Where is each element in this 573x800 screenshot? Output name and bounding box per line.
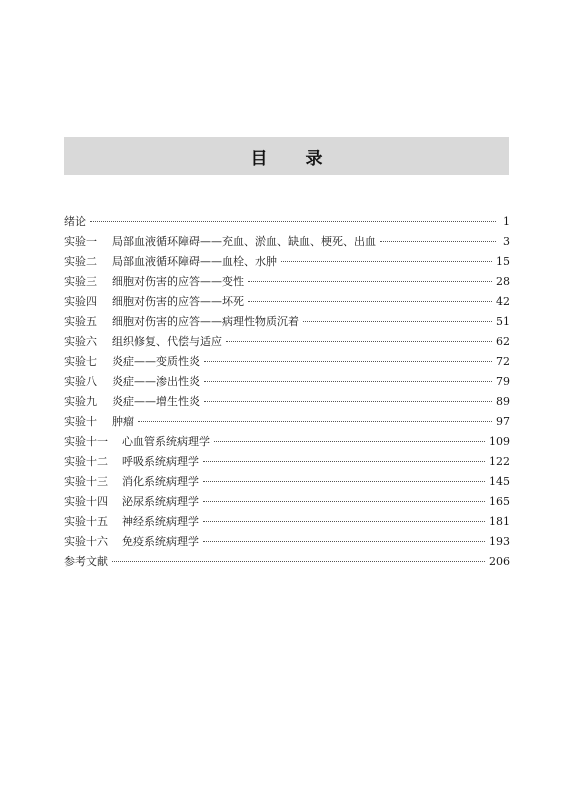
toc-entry-page: 193 [489,535,510,548]
toc-entry-number: 实验十六 [64,535,108,548]
toc-entry-label [64,412,134,432]
toc-entry[interactable] [64,312,510,332]
toc-entry-title: 心血管系统病理学 [122,435,210,448]
toc-entry-page: 97 [496,415,510,428]
toc-entry-title: 呼吸系统病理学 [122,455,199,468]
toc-entry-number: 实验二 [64,255,97,268]
toc-entry[interactable] [64,472,510,492]
toc-entry-label [64,472,199,492]
toc-entry-number: 实验五 [64,315,97,328]
toc-entry-number: 实验十四 [64,495,108,508]
toc-entry-page: 3 [503,235,510,248]
toc-entry-title: 神经系统病理学 [122,515,199,528]
toc-entry-number: 实验六 [64,335,97,348]
toc-entry-title: 细胞对伤害的应答——变性 [112,275,244,288]
toc-entry-number: 实验十三 [64,475,108,488]
toc-entry-number: 实验十五 [64,515,108,528]
dot-leader [90,221,496,222]
dot-leader [204,401,492,402]
toc-entry-page: 89 [496,395,510,408]
toc-entry-label [64,432,210,452]
dot-leader [203,461,485,462]
toc-entry-label [64,352,200,372]
dot-leader [380,241,496,242]
dot-leader [281,261,492,262]
toc-entry-page: 51 [496,315,510,328]
toc-entry-label [64,292,244,312]
dot-leader [112,561,485,562]
toc-entry-number: 实验十 [64,415,97,428]
toc-entry-label [64,252,277,272]
toc-entry-title: 炎症——渗出性炎 [112,375,200,388]
toc-entry-page: 206 [489,555,510,568]
toc-entry-number: 实验四 [64,295,97,308]
toc-entry-label [64,532,199,552]
dot-leader [138,421,492,422]
toc-entry-title: 肿瘤 [112,415,134,428]
toc-entry-title: 消化系统病理学 [122,475,199,488]
toc-entry-title: 炎症——增生性炎 [112,395,200,408]
toc-entry-title: 局部血液循环障碍——充血、淤血、缺血、梗死、出血 [112,235,376,248]
dot-leader [303,321,492,322]
toc-title-bar [64,137,509,175]
toc-entry-page: 79 [496,375,510,388]
toc-entry-page: 28 [496,275,510,288]
toc-entry[interactable] [64,352,510,372]
toc-entry-number: 实验十一 [64,435,108,448]
toc-entry[interactable] [64,452,510,472]
toc-entry-title: 泌尿系统病理学 [122,495,199,508]
toc-entry-label [64,512,199,532]
toc-entry-label [64,392,200,412]
toc-entry-label [64,552,108,572]
toc-entry[interactable] [64,552,510,572]
dot-leader [214,441,485,442]
toc-entry-page: 72 [496,355,510,368]
toc-entry-title: 细胞对伤害的应答——坏死 [112,295,244,308]
toc-entry[interactable] [64,232,510,252]
toc-entry-label [64,212,86,232]
toc-entry-label [64,492,199,512]
toc-entry-number: 实验八 [64,375,97,388]
toc-entry[interactable] [64,332,510,352]
toc-entry-number: 参考文献 [64,555,108,568]
toc-entry-title: 局部血液循环障碍——血栓、水肿 [112,255,277,268]
toc-entry[interactable] [64,432,510,452]
toc-entry-label [64,312,299,332]
toc-entry[interactable] [64,532,510,552]
toc-entry-label [64,232,376,252]
dot-leader [248,301,492,302]
toc-entry-label [64,452,199,472]
dot-leader [248,281,492,282]
toc-entry[interactable] [64,492,510,512]
toc-entry-number: 实验一 [64,235,97,248]
toc-entry-page: 1 [503,215,510,228]
toc-entry-page: 15 [496,255,510,268]
toc-entry-number: 实验七 [64,355,97,368]
toc-entry-number: 实验九 [64,395,97,408]
table-of-contents [64,212,510,572]
toc-entry[interactable] [64,512,510,532]
toc-entry-page: 181 [489,515,510,528]
toc-entry-label [64,332,222,352]
toc-entry-title: 炎症——变质性炎 [112,355,200,368]
dot-leader [204,361,492,362]
toc-entry-title: 组织修复、代偿与适应 [112,335,222,348]
toc-entry[interactable] [64,372,510,392]
toc-entry[interactable] [64,392,510,412]
toc-entry[interactable] [64,292,510,312]
toc-entry-number: 绪论 [64,215,86,228]
toc-entry[interactable] [64,212,510,232]
dot-leader [204,381,492,382]
dot-leader [203,521,485,522]
dot-leader [226,341,492,342]
toc-entry-label [64,372,200,392]
toc-entry[interactable] [64,272,510,292]
dot-leader [203,541,485,542]
toc-entry-number: 实验十二 [64,455,108,468]
toc-entry-page: 145 [489,475,510,488]
toc-entry-page: 42 [496,295,510,308]
dot-leader [203,481,485,482]
dot-leader [203,501,485,502]
toc-entry-title: 细胞对伤害的应答——病理性物质沉着 [112,315,299,328]
toc-entry-page: 165 [489,495,510,508]
toc-entry[interactable] [64,412,510,432]
toc-entry-page: 62 [496,335,510,348]
page-title: 目录 [250,148,361,169]
toc-entry-page: 122 [489,455,510,468]
toc-entry[interactable] [64,252,510,272]
toc-entry-number: 实验三 [64,275,97,288]
toc-entry-label [64,272,244,292]
toc-entry-page: 109 [489,435,510,448]
toc-entry-title: 免疫系统病理学 [122,535,199,548]
